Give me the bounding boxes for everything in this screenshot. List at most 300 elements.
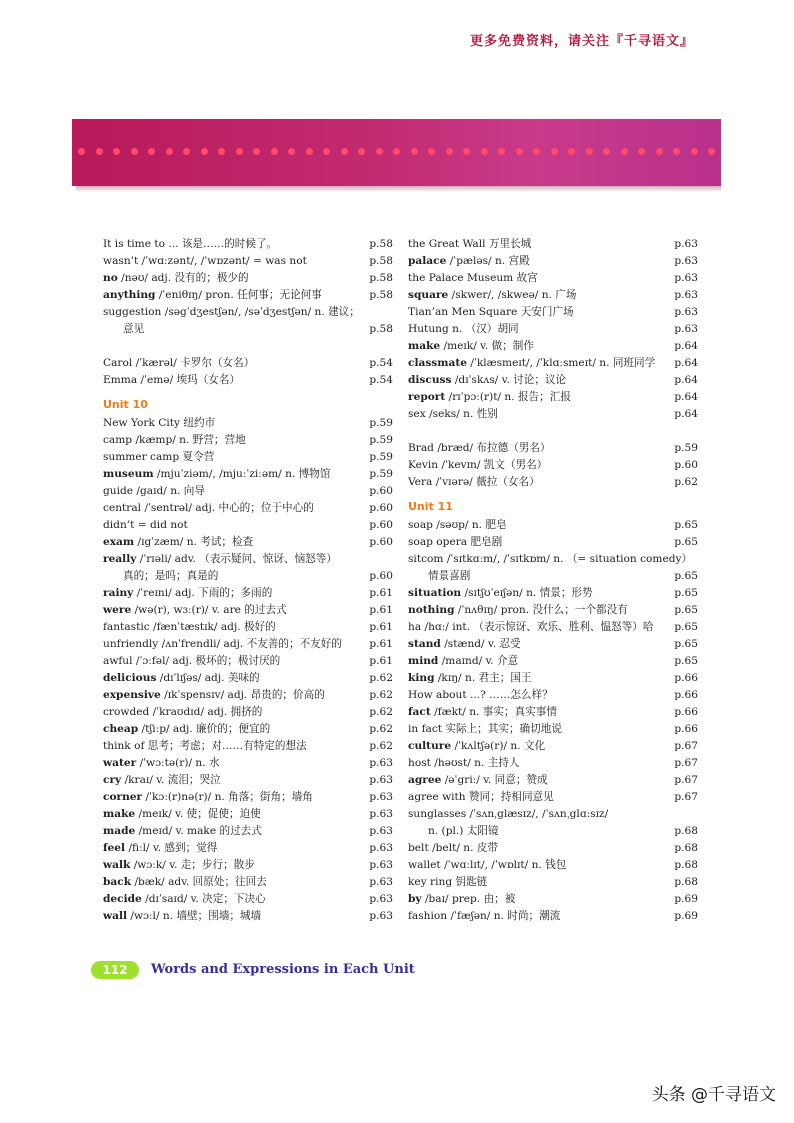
vocab-text: [123, 321, 144, 338]
unit-10-list: [103, 415, 393, 925]
vocab-entry: [408, 806, 698, 823]
vocab-word: made: [103, 825, 136, 837]
vocab-entry: [103, 355, 393, 372]
vocab-word: host: [408, 757, 431, 769]
page-ref: p.66: [674, 672, 698, 684]
vocab-text: [408, 908, 560, 925]
page-ref: p.62: [369, 706, 393, 718]
vocab-text: [408, 721, 562, 738]
vocab-word: suggestion: [103, 306, 162, 318]
vocab-entry: [408, 585, 698, 602]
vocab-definition: /nəʊ/ adj. 没有的；极少的: [121, 272, 249, 284]
vocab-entry: [408, 687, 698, 704]
vocab-word: back: [103, 876, 132, 888]
page-ref: p.65: [674, 655, 698, 667]
page-ref: p.69: [674, 910, 698, 922]
vocab-text: [103, 253, 307, 270]
banner-dot: [498, 148, 505, 155]
page-ref: p.63: [369, 757, 393, 769]
vocab-definition: /gaɪd/ n. 向导: [136, 485, 205, 497]
vocab-entry: [103, 721, 393, 738]
vocab-text: [103, 857, 255, 874]
page-ref: p.61: [369, 621, 393, 633]
vocab-entry: [408, 534, 698, 551]
vocab-text: [408, 738, 545, 755]
vocab-definition: /dɪˈsaɪd/ v. 决定；下决心: [145, 893, 266, 905]
page-ref: p.59: [674, 442, 698, 454]
banner-dot: [78, 148, 85, 155]
page-ref: p.68: [674, 859, 698, 871]
vocab-word: belt: [408, 842, 429, 854]
vocab-definition: /baɪ/ prep. 由；被: [424, 893, 516, 905]
page-ref: p.65: [674, 570, 698, 582]
promo-text: 更多免费资料，请关注『千寻语文』: [469, 34, 694, 49]
vocab-entry: [408, 253, 698, 270]
vocab-word: central: [103, 502, 142, 514]
vocab-definition: 该是……的时候了。: [181, 238, 278, 250]
page-ref: p.65: [674, 621, 698, 633]
page-ref: p.66: [674, 723, 698, 735]
vocab-definition: /ˈwɔːtə(r)/ n. 水: [139, 757, 220, 769]
banner-dot: [201, 148, 208, 155]
banner-dot: [533, 148, 540, 155]
vocab-text: [103, 355, 254, 372]
banner-dot: [96, 148, 103, 155]
vocab-definition: /ˈwɑːlɪt/, /ˈwɒlɪt/ n. 钱包: [444, 859, 567, 871]
vocab-entry: [408, 372, 698, 389]
vocab-word: decide: [103, 893, 142, 905]
vocab-definition: n. (pl.) 太阳镜: [428, 825, 499, 837]
page-ref: p.68: [674, 842, 698, 854]
vocab-definition: /sɪtʃʊˈeɪʃən/ n. 情景；形势: [464, 587, 593, 599]
vocab-entry: [408, 457, 698, 474]
vocab-text: [408, 602, 628, 619]
vocab-text: [408, 406, 498, 423]
vocab-word: wallet: [408, 859, 441, 871]
vocab-word: situation: [408, 587, 462, 599]
vocab-entry: [103, 568, 393, 585]
vocab-text: [408, 670, 532, 687]
vocab-word: summer camp: [103, 451, 180, 463]
vocab-word: cheap: [103, 723, 139, 735]
vocab-word: agree with: [408, 791, 466, 803]
banner-dot: [166, 148, 173, 155]
vocab-entry: [103, 236, 393, 253]
page-ref: p.67: [674, 757, 698, 769]
vocab-entry: [103, 670, 393, 687]
vocab-word: Emma: [103, 374, 138, 386]
page-ref: p.63: [369, 825, 393, 837]
vocab-text: [103, 287, 322, 304]
vocab-word: It is time to ...: [103, 238, 179, 250]
banner-dot: [446, 148, 453, 155]
banner-dot: [603, 148, 610, 155]
vocab-text: [408, 551, 692, 568]
page-ref: p.63: [369, 791, 393, 803]
vocab-text: [103, 840, 217, 857]
page-ref: p.61: [369, 655, 393, 667]
vocab-word: exam: [103, 536, 135, 548]
unit-11-heading: Unit 11: [408, 500, 453, 513]
page-ref: p.63: [369, 808, 393, 820]
banner-dot: [551, 148, 558, 155]
vocab-word: no: [103, 272, 118, 284]
banner-dot: [621, 148, 628, 155]
page-ref: p.63: [369, 859, 393, 871]
page-ref: p.63: [369, 893, 393, 905]
page-ref: p.63: [674, 306, 698, 318]
vocab-word: feel: [103, 842, 126, 854]
vocab-word: mind: [408, 655, 439, 667]
vocab-definition: /həʊst/ n. 主持人: [434, 757, 520, 769]
vocab-entry: [103, 636, 393, 653]
watermark: 头条 @千寻语文: [651, 1085, 776, 1105]
page-ref: p.66: [674, 689, 698, 701]
vocab-text: [103, 517, 188, 534]
vocab-entry: [408, 602, 698, 619]
vocab-definition: 钥匙链: [455, 876, 488, 888]
vocab-entry: [408, 406, 698, 423]
left-group-1: [103, 236, 393, 338]
vocab-word: really: [103, 553, 137, 565]
vocab-word: ha: [408, 621, 422, 633]
vocab-entry: [103, 755, 393, 772]
vocab-word: anything: [103, 289, 156, 301]
vocab-word: delicious: [103, 672, 157, 684]
vocab-definition: /ˈfæʃən/ n. 时尚；潮流: [450, 910, 561, 922]
page-ref: p.58: [369, 289, 393, 301]
vocab-entry: [103, 874, 393, 891]
page-ref: p.62: [369, 740, 393, 752]
vocab-definition: /kæmp/ n. 野营；营地: [135, 434, 246, 446]
vocab-text: [103, 653, 280, 670]
vocab-entry: [408, 721, 698, 738]
vocab-definition: /ˈkɔː(r)nə(r)/ n. 角落；街角；墙角: [145, 791, 313, 803]
vocab-entry: [103, 908, 393, 925]
vocab-definition: /ˈkevɪn/ 凯文（男名）: [441, 459, 548, 471]
banner-dot: [358, 148, 365, 155]
vocab-definition: /ɪgˈzæm/ n. 考试；检查: [137, 536, 254, 548]
vocab-entry: [103, 585, 393, 602]
vocab-word: nothing: [408, 604, 455, 616]
vocab-text: [408, 704, 557, 721]
page-ref: p.63: [369, 842, 393, 854]
page-ref: p.59: [369, 434, 393, 446]
page-ref: p.64: [674, 391, 698, 403]
vocab-entry: [408, 474, 698, 491]
page-ref: p.67: [674, 740, 698, 752]
vocab-entry: [103, 483, 393, 500]
vocab-definition: /səgˈdʒestʃən/, /səˈdʒestʃən/ n. 建议；: [164, 306, 360, 318]
vocab-text: [408, 857, 566, 874]
page-ref: p.65: [674, 536, 698, 548]
vocab-definition: /fiːl/ v. 感到；觉得: [128, 842, 218, 854]
vocab-definition: /meɪd/ v. make 的过去式: [138, 825, 262, 837]
page-ref: p.63: [674, 255, 698, 267]
vocab-text: [103, 236, 277, 253]
vocab-entry: [103, 372, 393, 389]
vocab-text: [428, 823, 499, 840]
vocab-entry: [408, 755, 698, 772]
vocab-word: king: [408, 672, 435, 684]
page-ref: p.68: [674, 876, 698, 888]
vocab-definition: /səʊp/ n. 肥皂: [436, 519, 507, 531]
vocab-entry: [408, 619, 698, 636]
vocab-definition: /ˈpæləs/ n. 宫殿: [449, 255, 530, 267]
vocab-text: [103, 415, 215, 432]
vocab-definition: 万里长城: [488, 238, 532, 250]
vocab-entry: [103, 806, 393, 823]
vocab-definition: /kɪŋ/ n. 君主；国王: [437, 672, 532, 684]
vocab-text: [408, 874, 487, 891]
left-column: [103, 236, 393, 925]
banner-dot: [113, 148, 120, 155]
page-ref: p.62: [369, 672, 393, 684]
vocab-word: culture: [408, 740, 452, 752]
vocab-definition: /fækt/ n. 事实；真实事情: [434, 706, 557, 718]
vocab-word: key ring: [408, 876, 453, 888]
vocab-definition: /meɪk/ v. 使；促使；迫使: [138, 808, 261, 820]
spacer: [103, 338, 393, 355]
vocab-word: classmate: [408, 357, 467, 369]
vocab-word: didn’t: [103, 519, 135, 531]
vocab-text: [408, 517, 507, 534]
vocab-entry: [103, 415, 393, 432]
page-ref: p.65: [674, 519, 698, 531]
vocab-text: [408, 253, 530, 270]
vocab-word: walk: [103, 859, 131, 871]
vocab-entry: [408, 321, 698, 338]
page-ref: p.63: [674, 289, 698, 301]
vocab-entry: [103, 857, 393, 874]
vocab-definition: /kraɪ/ v. 流泪；哭泣: [124, 774, 221, 786]
page-ref: p.60: [369, 536, 393, 548]
vocab-text: [408, 372, 566, 389]
page-ref: p.69: [674, 893, 698, 905]
page-ref: p.59: [369, 451, 393, 463]
vocab-entry: [408, 738, 698, 755]
vocab-definition: /maɪnd/ v. 介意: [441, 655, 519, 667]
page-number-badge: 112: [91, 961, 139, 979]
vocab-entry: [103, 432, 393, 449]
vocab-definition: /ˈreɪni/ adj. 下雨的；多雨的: [136, 587, 273, 599]
vocab-entry: [103, 449, 393, 466]
vocab-text: [408, 806, 608, 823]
vocab-definition: /ˈsʌnˌglæsɪz/, /ˈsʌnˌglɑːsɪz/: [469, 808, 609, 820]
vocab-definition: /skwer/, /skweə/ n. 广场: [451, 289, 577, 301]
vocab-text: [408, 772, 548, 789]
vocab-text: [103, 823, 262, 840]
banner-dot: [148, 148, 155, 155]
vocab-entry: [408, 772, 698, 789]
vocab-definition: 天安门广场: [520, 306, 574, 318]
right-group-2: [408, 440, 698, 491]
vocab-definition: /ʌnˈfrendli/ adj. 不友善的；不友好的: [161, 638, 342, 650]
vocab-entry: [103, 840, 393, 857]
page-ref: p.62: [674, 476, 698, 488]
vocab-text: [103, 466, 330, 483]
vocab-word: report: [408, 391, 446, 403]
vocab-entry: [408, 355, 698, 372]
vocab-text: [103, 270, 249, 287]
vocab-entry: [103, 653, 393, 670]
vocab-entry: [408, 908, 698, 925]
page-ref: p.62: [369, 723, 393, 735]
vocab-text: [103, 500, 314, 517]
vocab-entry: [408, 568, 698, 585]
vocab-word: agree: [408, 774, 442, 786]
vocab-word: expensive: [103, 689, 161, 701]
vocab-entry: [103, 466, 393, 483]
vocab-text: [103, 755, 220, 772]
vocab-definition: = did not: [137, 519, 188, 531]
vocab-entry: [103, 789, 393, 806]
banner-dots: [72, 148, 721, 158]
page-ref: p.60: [369, 570, 393, 582]
vocab-definition: 夏令营: [182, 451, 215, 463]
vocab-word: crowded: [103, 706, 150, 718]
vocab-word: unfriendly: [103, 638, 159, 650]
page-ref: p.59: [369, 468, 393, 480]
unit-10-heading: Unit 10: [103, 398, 148, 411]
vocab-entry: [103, 517, 393, 534]
vocab-definition: /hɑː/ int. （表示惊讶、欢乐、胜利、愠怒等）哈: [424, 621, 654, 633]
vocab-word: the Palace Museum: [408, 272, 514, 284]
banner-shadow: [76, 186, 721, 192]
vocab-text: [408, 236, 531, 253]
vocab-entry: [103, 823, 393, 840]
page-ref: p.58: [369, 272, 393, 284]
vocab-text: [103, 721, 270, 738]
vocab-entry: [103, 270, 393, 287]
page-ref: p.68: [674, 825, 698, 837]
page-ref: p.58: [369, 238, 393, 250]
vocab-definition: /bæk/ adv. 回原处；往回去: [134, 876, 267, 888]
page-ref: p.54: [369, 374, 393, 386]
vocab-definition: 纽约市: [183, 417, 216, 429]
vocab-text: [103, 874, 267, 891]
page-ref: p.61: [369, 638, 393, 650]
vocab-word: discuss: [408, 374, 452, 386]
banner-dot: [673, 148, 680, 155]
vocab-word: Carol: [103, 357, 133, 369]
vocab-word: sunglasses: [408, 808, 467, 820]
vocab-word: wasn’t: [103, 255, 139, 267]
vocab-definition: /tʃiːp/ adj. 廉价的；便宜的: [141, 723, 271, 735]
header-banner: [72, 119, 721, 186]
banner-dot: [271, 148, 278, 155]
vocab-text: [408, 389, 571, 406]
vocab-entry: [408, 304, 698, 321]
vocab-word: make: [103, 808, 136, 820]
vocab-definition: 肥皂剧: [470, 536, 503, 548]
vocab-text: [103, 789, 313, 806]
vocab-word: the Great Wall: [408, 238, 486, 250]
vocab-text: [408, 440, 551, 457]
vocab-word: stand: [408, 638, 441, 650]
page-ref: p.65: [674, 604, 698, 616]
vocab-entry: [103, 321, 393, 338]
vocab-definition: /mjuˈziəm/, /mjuːˈziːəm/ n. 博物馆: [156, 468, 331, 480]
page-ref: p.66: [674, 706, 698, 718]
page-ref: p.60: [369, 502, 393, 514]
banner-dot: [288, 148, 295, 155]
vocab-text: [103, 908, 261, 925]
banner-dot: [656, 148, 663, 155]
vocab-definition: n. （汉）胡同: [452, 323, 519, 335]
page-ref: p.63: [674, 238, 698, 250]
vocab-definition: /ˈkærəl/ 卡罗尔（女名）: [135, 357, 255, 369]
vocab-entry: [408, 874, 698, 891]
banner-dot: [428, 148, 435, 155]
vocab-text: [408, 585, 593, 602]
vocab-definition: 故宫: [516, 272, 538, 284]
vocab-text: [103, 670, 260, 687]
vocab-definition: /fænˈtæstɪk/ adj. 极好的: [153, 621, 276, 633]
vocab-entry: [103, 704, 393, 721]
vocab-text: [103, 772, 221, 789]
vocab-text: [103, 551, 337, 568]
vocab-entry: [103, 602, 393, 619]
vocab-text: [103, 432, 246, 449]
page-ref: p.63: [369, 774, 393, 786]
page-ref: p.67: [674, 791, 698, 803]
vocab-definition: 意见: [123, 323, 145, 335]
vocab-word: make: [408, 340, 441, 352]
page-ref: p.64: [674, 340, 698, 352]
page-ref: p.63: [674, 323, 698, 335]
vocab-definition: /ˈklæsmeɪt/, /ˈklɑːsmeɪt/ n. 同班同学: [470, 357, 656, 369]
vocab-text: [408, 755, 519, 772]
vocab-definition: /wɔːl/ n. 墙壁；围墙；城墙: [130, 910, 262, 922]
vocab-word: square: [408, 289, 449, 301]
page-ref: p.67: [674, 774, 698, 786]
vocab-entry: [408, 704, 698, 721]
vocab-word: How about ...?: [408, 689, 486, 701]
vocab-text: [103, 304, 360, 321]
vocab-entry: [103, 891, 393, 908]
vocab-text: [123, 568, 218, 585]
page-ref: p.58: [369, 323, 393, 335]
banner-dot: [481, 148, 488, 155]
vocab-word: wall: [103, 910, 128, 922]
banner-dot: [393, 148, 400, 155]
banner-dot: [691, 148, 698, 155]
page-ref: p.60: [369, 485, 393, 497]
vocab-definition: /wə(r), wɜː(r)/ v. are 的过去式: [134, 604, 287, 616]
vocab-entry: [408, 857, 698, 874]
vocab-definition: /ˈnʌθɪŋ/ pron. 没什么；一个都没有: [457, 604, 628, 616]
banner-dot: [638, 148, 645, 155]
vocab-word: Hutung: [408, 323, 449, 335]
vocab-word: guide: [103, 485, 134, 497]
vocab-entry: [103, 551, 393, 568]
vocab-definition: /dɪˈlɪʃəs/ adj. 美味的: [159, 672, 260, 684]
vocab-word: Kevin: [408, 459, 439, 471]
vocab-entry: [408, 840, 698, 857]
vocab-definition: 赞同；持相同意见: [468, 791, 554, 803]
vocab-text: [103, 534, 253, 551]
vocab-text: [103, 636, 342, 653]
vocab-definition: ……怎么样？: [489, 689, 553, 701]
vocab-entry: [408, 517, 698, 534]
vocab-definition: /ˈkraʊdɪd/ adj. 拥挤的: [152, 706, 263, 718]
vocab-entry: [408, 636, 698, 653]
banner-dot: [131, 148, 138, 155]
vocab-text: [103, 687, 325, 704]
vocab-word: fantastic: [103, 621, 150, 633]
banner-dot: [253, 148, 260, 155]
